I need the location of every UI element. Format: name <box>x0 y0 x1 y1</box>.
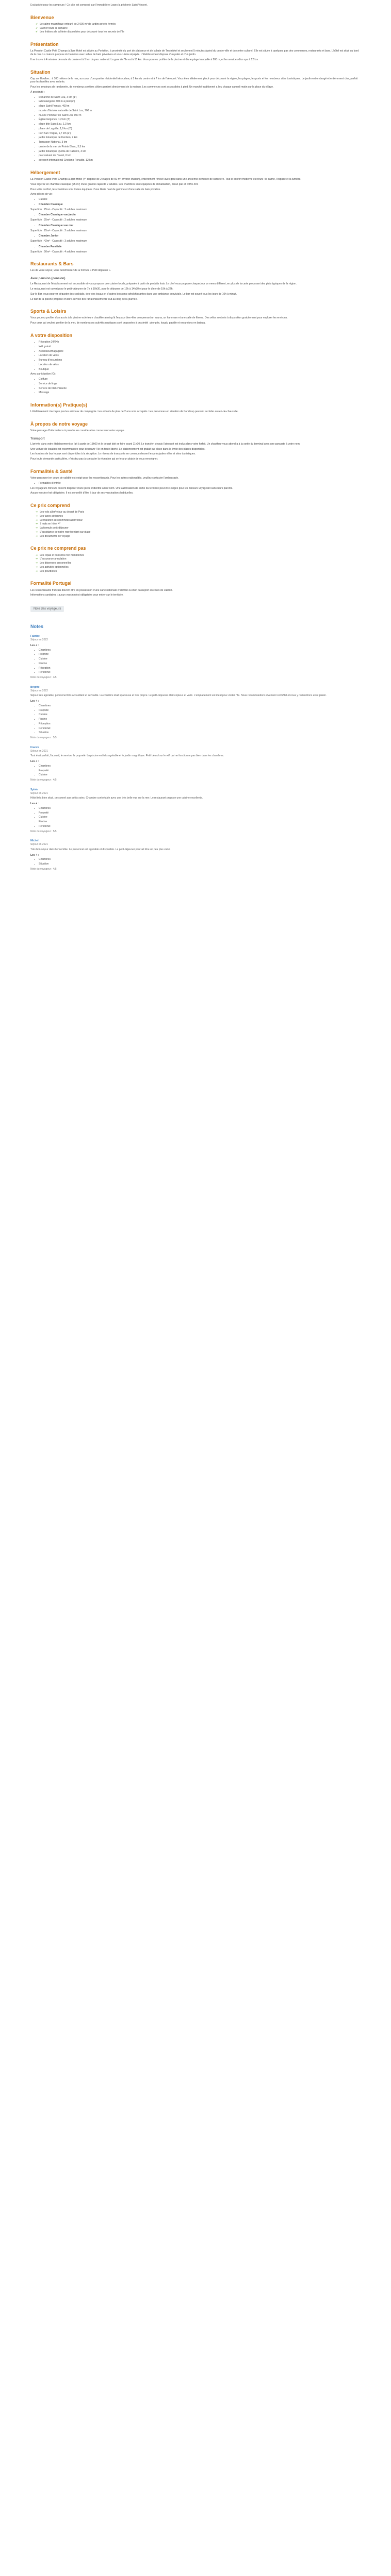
review-author: Sylvie <box>30 788 38 791</box>
review-pros-list <box>30 858 361 866</box>
included-item: ➜ Les vols aller/retour au départ de Paris <box>36 511 361 514</box>
restaurants-paragraph: Les de votre séjour, vous bénéficierez de la formule « Petit déjeuner ». <box>30 269 111 273</box>
review-pro-item: • Propreté <box>39 811 361 815</box>
review-rating: Note du voyageur : 4/5 <box>30 867 57 871</box>
list-item: • Cuisine <box>39 198 361 201</box>
excluded-item: ➜ L'assurance annulation <box>36 557 361 561</box>
review-pros-label: Les + : <box>30 643 39 647</box>
informations-paragraph: L'établissement n'accepte pas les animaux de compagnie. Les enfants de plus de 2 ans sont acceptés. Les personnes en situation de handicap peuvent accéder au rez-de-chaussée. <box>30 410 239 414</box>
list-item: ✔ Le calme magnifique entouré de 2 000 m² de jardins privés fermés <box>36 23 361 26</box>
formalites-paragraph: Votre passeport en cours de validité est exigé pour les ressortissants. Pour les autres nationalités, veuillez contacter l'ambassade. <box>30 477 179 480</box>
included-item: ➜ Les documents de voyage <box>36 535 361 538</box>
distance-item: • plage dite Saint Lou, 1,3 km <box>39 123 361 126</box>
presentation-paragraph: La Pension Castle Petit Champs à 3pm Hotel est située au Portstion, à proximité du port de plaisance et de la baie de Trestrikkel et seulement 5 minutes à pied du centre-ville et du centre culturel. Elle est située à quelques pas des commerces, restaurants et bars. L'hôtel est situé au bord de la mer. La maison propose 4 chambres avec salles de bain privatives et une cuisine équipée. L'établissement dispose d'un patio et d'un jardin. <box>30 49 359 57</box>
informations-subtitle: À propos de notre voyage <box>30 421 88 427</box>
situation-paragraph: Cap sur Houlbec : à 100 mètres de la mer, au cœur d'un quartier résidentiel très calme, à 5 km du centre et à 7 km de l'aéroport. Vous êtes idéalement placé pour découvrir la région, les plages, les ports et les nombreux sites touristiques. Le jardin est ombragé et entièrement clos, parfait pour les familles avec enfants. <box>30 77 358 84</box>
services-title: Avec participation (€) : <box>30 372 56 376</box>
content-column <box>30 2 361 871</box>
review-text: Séjour très agréable, personnel très accueillant et serviable. La chambre était spacieuse et très propre. Le petit-déjeuner était copieux et varié. L'emplacement est idéal pour visiter l'île. Nous recommandons vivement cet hôtel et nous y reviendrons avec plaisir. <box>30 694 327 698</box>
hebergement-paragraph: Vous logerez en chambre classique (25 m²) d'une grande capacité 2 adultes. Les chambres sont équipées de climatisation, écran plat et coffre-fort. <box>30 182 199 186</box>
distance-item: • Terrasson National, 3 km <box>39 141 361 144</box>
notes-badge[interactable]: Note des voyageurs <box>30 606 64 612</box>
review-stay: Séjour en 2022 <box>30 689 48 692</box>
distances-title: À proximité : <box>30 90 45 94</box>
review <box>30 686 361 740</box>
list-item: ✔ Les finitions de la literie disponibles pour découvrir tous les secrets de l'île <box>36 30 361 34</box>
room-name: • Chambre Classique vue jardin <box>39 213 361 217</box>
included-item: ➜ Les taxes aériennes <box>36 515 361 518</box>
excluded-item: ➜ Les dépenses personnelles <box>36 562 361 565</box>
review <box>30 746 361 782</box>
disposition-item: • Bureau d'excursions <box>39 359 361 362</box>
room-name: • Chambre Classique vue mer <box>39 224 361 228</box>
formalites-list <box>30 482 361 485</box>
review-stay: Séjour en 2021 <box>30 749 48 753</box>
review-pros-list <box>30 807 361 828</box>
review-pro-item: • Propreté <box>39 709 361 713</box>
room-name: • Chambre Junior <box>39 234 361 238</box>
informations-paragraph: Votre passage d'informations à prendre en considération concernant votre voyage. <box>30 429 125 433</box>
review-pro-item: • Piscine <box>39 820 361 824</box>
room-detail: Superficie : 25m² - Capacité : 2 adultes maximum <box>30 229 87 232</box>
disposition-item: • Réception 24/24h <box>39 341 361 344</box>
bienvenue-list <box>30 23 361 34</box>
room-block <box>30 224 361 233</box>
service-item: • Massage <box>39 391 361 395</box>
review-author: Franck <box>30 745 39 749</box>
transport-paragraph: Pour toute demande particulière, n'hésitez pas à contacter la réception qui se fera un plaisir de vous renseigner. <box>30 457 158 461</box>
disposition-item: • Location de vélos <box>39 354 361 358</box>
review-rating: Note du voyageur : 4/5 <box>30 778 57 782</box>
review-author: Michel <box>30 839 39 843</box>
situation-title: Situation <box>30 69 51 75</box>
review-pro-item: • Propreté <box>39 769 361 773</box>
prix-ne-comprend-list <box>30 554 361 573</box>
room-detail: Superficie : 25m² - Capacité : 2 adultes maximum <box>30 208 87 211</box>
transport-paragraph: L'arrivée dans votre établissement se fait à partir de 15h00 et le départ doit se faire avant 11h00. Le transfert depuis l'aéroport est inclus dans votre forfait. Un chauffeur vous attendra à la sortie du terminal avec une pancarte à votre nom. <box>30 442 301 446</box>
review-pros-label: Les + : <box>30 853 39 857</box>
reviews-list <box>30 635 361 871</box>
informations-title: Information(s) Pratique(s) <box>30 402 88 408</box>
services-list <box>30 378 361 395</box>
restaurants-paragraph: Le Restaurant de l'établissement est accessible et vous propose une cuisine locale, préparée à partir de produits frais. Le chef vous propose chaque jour un menu différent, en plus de la carte proposant des plats typiques de la région. <box>30 282 297 286</box>
review-pro-item: • Cuisine <box>39 816 361 819</box>
room-name: • Chambre Classique <box>39 203 361 207</box>
review-text: Tout était parfait, l'accueil, le service, la propreté. La piscine est très agréable et le jardin magnifique. Petit bémol sur le wifi qui ne fonctionne pas bien dans les chambres. <box>30 754 224 758</box>
hebergement-paragraph: Pour votre confort, les chambres sont toutes équipées d'une literie haut de gamme et d'une salle de bain privative. <box>30 188 161 191</box>
review-text: Hôtel très bien situé, personnel aux petits soins. Chambre confortable avec une très belle vue sur la mer. Le restaurant propose une cuisine excellente. <box>30 796 203 800</box>
distances-list <box>30 96 361 162</box>
notes-title: Notes <box>30 624 44 630</box>
formalite-portugal-paragraph: Informations sanitaires : aucun vaccin n'est obligatoire pour entrer sur le territoire. <box>30 594 124 597</box>
included-item: ➜ Le transfert aéroport/hôtel aller/retour <box>36 519 361 522</box>
room-title-list <box>30 224 361 228</box>
review-pro-item: • Réception <box>39 667 361 670</box>
room-title-list <box>30 203 361 207</box>
room-detail: Superficie : 50m² - Capacité : 4 adultes maximum <box>30 250 87 253</box>
prix-comprend-title: Ce prix comprend <box>30 503 70 509</box>
review-author: Fabrice <box>30 635 40 638</box>
room-name: • Chambre Familiale <box>39 245 361 249</box>
review-stay: Séjour en 2021 <box>30 791 48 795</box>
review-pro-item: • Personnel <box>39 671 361 674</box>
list-item: ✔ La mer toute la semaine <box>36 27 361 30</box>
review-pro-item: • Cuisine <box>39 713 361 717</box>
room-block <box>30 203 361 212</box>
formalites-paragraph: Aucun vaccin n'est obligatoire. Il est conseillé d'être à jour de ses vaccinations habituelles. <box>30 492 134 495</box>
service-item: • Service de blanchisserie <box>39 387 361 391</box>
restaurants-paragraph: Sur le Bar, vous pourrez déguster des cocktails, des vins locaux et d'autres boissons rafraîchissantes dans une ambiance conviviale. Le bar est ouvert tous les jours de 10h à minuit. <box>30 292 237 296</box>
review-pro-item: • Chambres <box>39 858 361 861</box>
hebergement-paragraph: La Pension Castle Petit Champs à 3pm Hotel (4* dispose de 2 étages de 50 m² environ chacun), entièrement rénové avec goût dans une ancienne demeure de caractère. Tout le confort moderne est réuni : le calme, l'espace et la lumière. <box>30 178 301 181</box>
formalite-portugal-title: Formalité Portugal <box>30 581 72 586</box>
excluded-item: ➜ Les activités optionnelles <box>36 566 361 569</box>
review-author: Brigitte <box>30 685 40 689</box>
room-title-list <box>30 213 361 217</box>
review-pros-list <box>30 704 361 735</box>
distance-item: • musée d'histoire naturelle de Saint Lou, 700 m <box>39 109 361 113</box>
review-pro-item: • Cuisine <box>39 657 361 661</box>
review-pros-label: Les + : <box>30 760 39 763</box>
review-text: Très bon séjour dans l'ensemble. Le personnel est agréable et disponible. Le petit-déjeuner pourrait être un peu plus varié. <box>30 848 171 851</box>
review-pro-item: • Piscine <box>39 662 361 666</box>
transport-paragraph: Une voiture de location est recommandée pour découvrir l'île en toute liberté. Le stationnement est gratuit sur place dans la limite des places disponibles. <box>30 447 205 451</box>
review-pro-item: • Cuisine <box>39 773 361 777</box>
transport-paragraph: Les horaires de bus locaux sont disponibles à la réception. Le réseau de transports en commun dessert les principales villes et sites touristiques. <box>30 452 196 456</box>
disposition-list <box>30 341 361 371</box>
distance-item: • parc naturel de l'ouest, 6 km <box>39 154 361 158</box>
service-item: • Service de linge <box>39 382 361 386</box>
included-item: ➜ La formule petit-déjeuner <box>36 527 361 530</box>
distance-item: • Fort Sun Tragus, 1,7 km (2') <box>39 132 361 135</box>
disposition-item: • Location de vélos <box>39 363 361 367</box>
review <box>30 788 361 834</box>
restaurants-subtitle: Avec pension (pension) <box>30 277 66 281</box>
intro-text: Exclusivité pour les campeurs ! Ce gîte est composé par l'Immobilière Loges la pêcherie Saint Vincent. <box>30 4 148 7</box>
excluded-item: ➜ Les repas et boissons non mentionnés <box>36 554 361 557</box>
distance-item: • plage Saint Francis, 400 m <box>39 105 361 108</box>
review-pro-item: • Personnel <box>39 727 361 731</box>
rooms-list <box>30 203 361 254</box>
formalites-title: Formalités & Santé <box>30 468 73 474</box>
review-pro-item: • Situation <box>39 731 361 735</box>
distance-item: • aéroport international Cristiano Ronaldo, 12 km <box>39 159 361 162</box>
presentation-title: Présentation <box>30 42 59 47</box>
review-pros-label: Les + : <box>30 700 39 703</box>
sports-paragraph: Pour ceux qui veulent profiter de la mer, de nombreuses activités nautiques sont proposées à proximité : plongée, kayak, paddle et excursions en bateau. <box>30 321 206 325</box>
disposition-title: A votre disposition <box>30 332 73 338</box>
pieces-title: Avec pièces de vie : <box>30 193 54 196</box>
review <box>30 635 361 680</box>
disposition-item: • Ascenseur/Bagagerie <box>39 350 361 353</box>
room-title-list <box>30 234 361 238</box>
review-pro-item: • Chambres <box>39 649 361 652</box>
review-pro-item: • Chambres <box>39 765 361 768</box>
sports-title: Sports & Loisirs <box>30 309 67 314</box>
included-item: ➜ L'assistance de notre représentant sur place <box>36 531 361 534</box>
service-item: • Coiffure <box>39 378 361 381</box>
review <box>30 839 361 871</box>
pieces-list <box>30 198 361 201</box>
distance-item: • jardin botanique de Kerdern, 2 km <box>39 136 361 140</box>
review-pro-item: • Personnel <box>39 825 361 828</box>
distance-item: • phare de Laguille, 1,6 km (2') <box>39 127 361 131</box>
formalites-paragraph: Les voyageurs mineurs doivent disposer d'une pièce d'identité à leur nom. Une autorisation de sortie du territoire peut être exigée pour les mineurs voyageant sans leurs parents. <box>30 486 233 490</box>
distance-item: • la boulangerie 200 m à pied (2') <box>39 100 361 104</box>
review-rating: Note du voyageur : 4/5 <box>30 676 57 679</box>
review-pros-list <box>30 765 361 777</box>
distance-item: • jardin botanique Quinta de Palheiro, 4 km <box>39 150 361 154</box>
review-pro-item: • Chambres <box>39 807 361 810</box>
distance-item: • musée Pommier de Saint Lou, 900 m <box>39 114 361 117</box>
room-title-list <box>30 245 361 249</box>
sports-paragraph: Vous pourrez profiter d'un accès à la piscine extérieure chauffée ainsi qu'à l'espace bien-être comprenant un sauna, un hammam et une salle de fitness. Des vélos sont mis à disposition gratuitement pour explorer les environs. <box>30 316 288 320</box>
review-pro-item: • Réception <box>39 722 361 726</box>
formalite-portugal-paragraph: Les ressortissants français doivent être en possession d'une carte nationale d'identité ou d'un passeport en cours de validité. <box>30 588 173 592</box>
presentation-paragraph: Il se trouve à 4 minutes de route du centre et à 5 km du parc national. La gare de l'île est à 15 km. Vous pourrez profiter de la piscine et d'une plage tranquille à 200 m, et les services d'un spa à 12 km. <box>30 58 259 61</box>
room-block <box>30 245 361 254</box>
restaurants-paragraph: Le restaurant est ouvert pour le petit-déjeuner de 7h à 10h30, pour le déjeuner de 12h à 14h30 et pour le dîner de 19h à 22h. <box>30 287 173 291</box>
review-pro-item: • Chambres <box>39 704 361 708</box>
prix-ne-comprend-title: Ce prix ne comprend pas <box>30 546 86 551</box>
review-pro-item: • Piscine <box>39 718 361 721</box>
room-detail: Superficie : 25m² - Capacité : 2 adultes maximum <box>30 218 87 222</box>
review-rating: Note du voyageur : 5/5 <box>30 736 57 739</box>
room-block <box>30 234 361 243</box>
review-pro-item: • Situation <box>39 862 361 866</box>
distance-item: • le marché de Saint Lou, 3 km (1') <box>39 96 361 99</box>
room-block <box>30 213 361 222</box>
room-detail: Superficie : 42m² - Capacité : 3 adultes maximum <box>30 240 87 243</box>
transport-title: Transport <box>30 437 45 440</box>
restaurants-title: Restaurants & Bars <box>30 261 74 267</box>
review-stay: Séjour en 2022 <box>30 638 48 641</box>
list-item: • Formalités d'entrée <box>39 482 361 485</box>
restaurants-paragraph: Le bar de la piscine propose en libre-service des rafraîchissements tout au long de la journée. <box>30 297 138 301</box>
review-stay: Séjour en 2021 <box>30 843 48 846</box>
excluded-item: ➜ Les pourboires <box>36 570 361 573</box>
disposition-item: • Wifi gratuit <box>39 345 361 349</box>
distance-item: • Église Grigoriev, 1,2 km (3') <box>39 118 361 122</box>
review-pros-list <box>30 649 361 675</box>
included-item: ➜ 7 nuits en hôtel 4* <box>36 522 361 526</box>
review-pros-label: Les + : <box>30 802 39 805</box>
review-rating: Note du voyageur : 5/5 <box>30 829 57 833</box>
situation-paragraph: Pour les amateurs de randonnée, de nombreux sentiers côtiers partent directement de la maison. Les commerces sont accessibles à pied. Un marché traditionnel a lieu chaque samedi matin sur la place du village. <box>30 86 274 89</box>
bienvenue-title: Bienvenue <box>30 14 54 20</box>
review-pro-item: • Propreté <box>39 653 361 656</box>
distance-item: • centre de la mer de Pointe Blanc, 3,5 km <box>39 145 361 149</box>
disposition-item: • Boutique <box>39 368 361 371</box>
prix-comprend-list <box>30 511 361 538</box>
hebergement-title: Hébergement <box>30 170 60 175</box>
